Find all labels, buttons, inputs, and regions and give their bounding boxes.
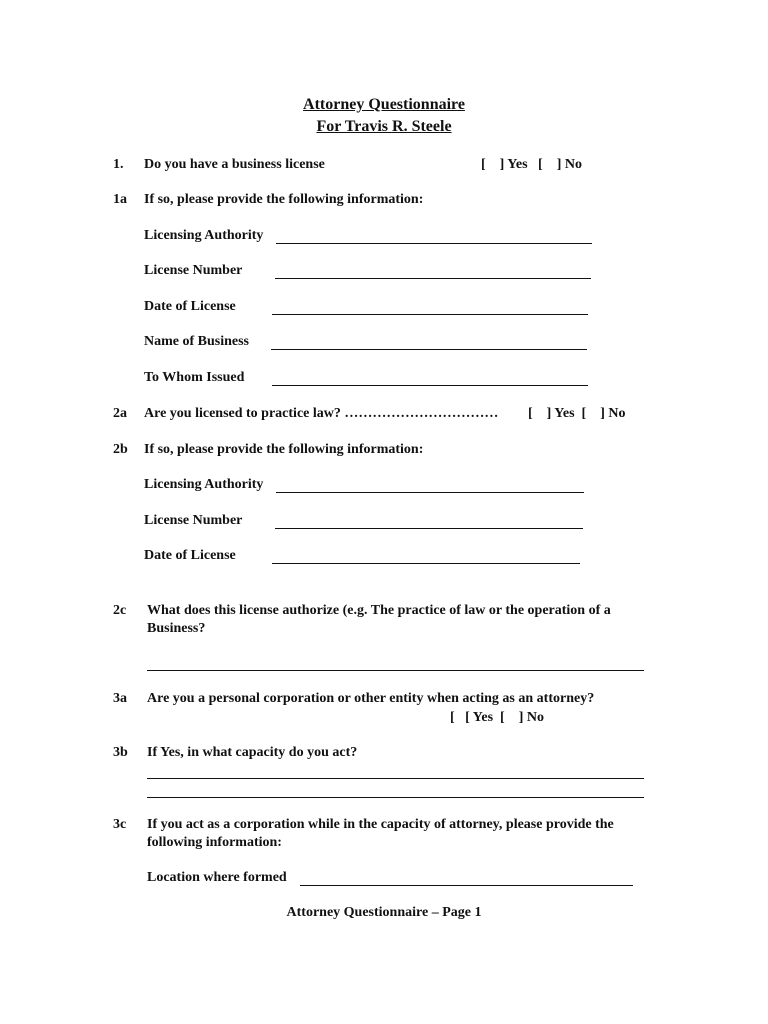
- q3b-answer-line-1[interactable]: [147, 778, 644, 779]
- document-subtitle: For Travis R. Steele: [316, 118, 452, 135]
- q2b-license-number-line[interactable]: [275, 528, 583, 529]
- q1a-date-of-license-line[interactable]: [272, 314, 588, 315]
- document-title: Attorney Questionnaire: [303, 96, 465, 113]
- q3a-yes-no-options[interactable]: [ [ Yes [ ] No: [450, 710, 544, 725]
- q1-yes-no-options[interactable]: [ ] Yes [ ] No: [481, 157, 582, 172]
- q3a-text: Are you a personal corporation or other entity when acting as an attorney?: [147, 691, 595, 706]
- q3a-number: 3a: [113, 691, 127, 706]
- q1-number: 1.: [113, 157, 124, 172]
- q2c-number: 2c: [113, 603, 127, 618]
- q1a-license-number-line[interactable]: [275, 278, 591, 279]
- q1a-number: 1a: [113, 192, 127, 207]
- q1a-to-whom-issued-line[interactable]: [272, 385, 588, 386]
- q3c-location-label: Location where formed: [147, 870, 287, 885]
- q1a-name-of-business-line[interactable]: [271, 349, 587, 350]
- q1a-name-of-business-label: Name of Business: [144, 334, 250, 349]
- q2b-licensing-authority-line[interactable]: [276, 492, 584, 493]
- q2b-licensing-authority-label: Licensing Authority: [144, 477, 264, 492]
- q3b-answer-line-2[interactable]: [147, 797, 644, 798]
- q2a-yes-no-options[interactable]: [ ] Yes [ ] No: [528, 406, 626, 421]
- q2a-number: 2a: [113, 406, 127, 421]
- q1-text: Do you have a business license: [144, 157, 325, 172]
- q3b-text: If Yes, in what capacity do you act?: [147, 745, 358, 760]
- q2a-text: Are you licensed to practice law? ……………………………: [144, 406, 499, 421]
- q2b-date-of-license-line[interactable]: [272, 563, 580, 564]
- q3c-number: 3c: [113, 817, 127, 832]
- q1a-licensing-authority-label: Licensing Authority: [144, 228, 264, 243]
- q1a-to-whom-issued-label: To Whom Issued: [144, 370, 245, 385]
- q1a-license-number-label: License Number: [144, 263, 243, 278]
- q2b-license-number-label: License Number: [144, 513, 243, 528]
- q2b-number: 2b: [113, 442, 128, 457]
- q2b-text: If so, please provide the following information:: [144, 442, 424, 457]
- q2c-text-line2: Business?: [147, 621, 206, 636]
- q3b-number: 3b: [113, 745, 128, 760]
- q2b-date-of-license-label: Date of License: [144, 548, 236, 563]
- q1a-date-of-license-label: Date of License: [144, 299, 236, 314]
- q2c-answer-line[interactable]: [147, 670, 644, 671]
- q3c-location-line[interactable]: [300, 885, 633, 886]
- q1a-text: If so, please provide the following information:: [144, 192, 424, 207]
- q3c-text-line2: following information:: [147, 835, 282, 850]
- q2c-text-line1: What does this license authorize (e.g. The practice of law or the operation of a: [147, 603, 611, 618]
- q3c-text-line1: If you act as a corporation while in the capacity of attorney, please provide the: [147, 817, 614, 832]
- page-footer: Attorney Questionnaire – Page 1: [286, 905, 482, 920]
- q1a-licensing-authority-line[interactable]: [276, 243, 592, 244]
